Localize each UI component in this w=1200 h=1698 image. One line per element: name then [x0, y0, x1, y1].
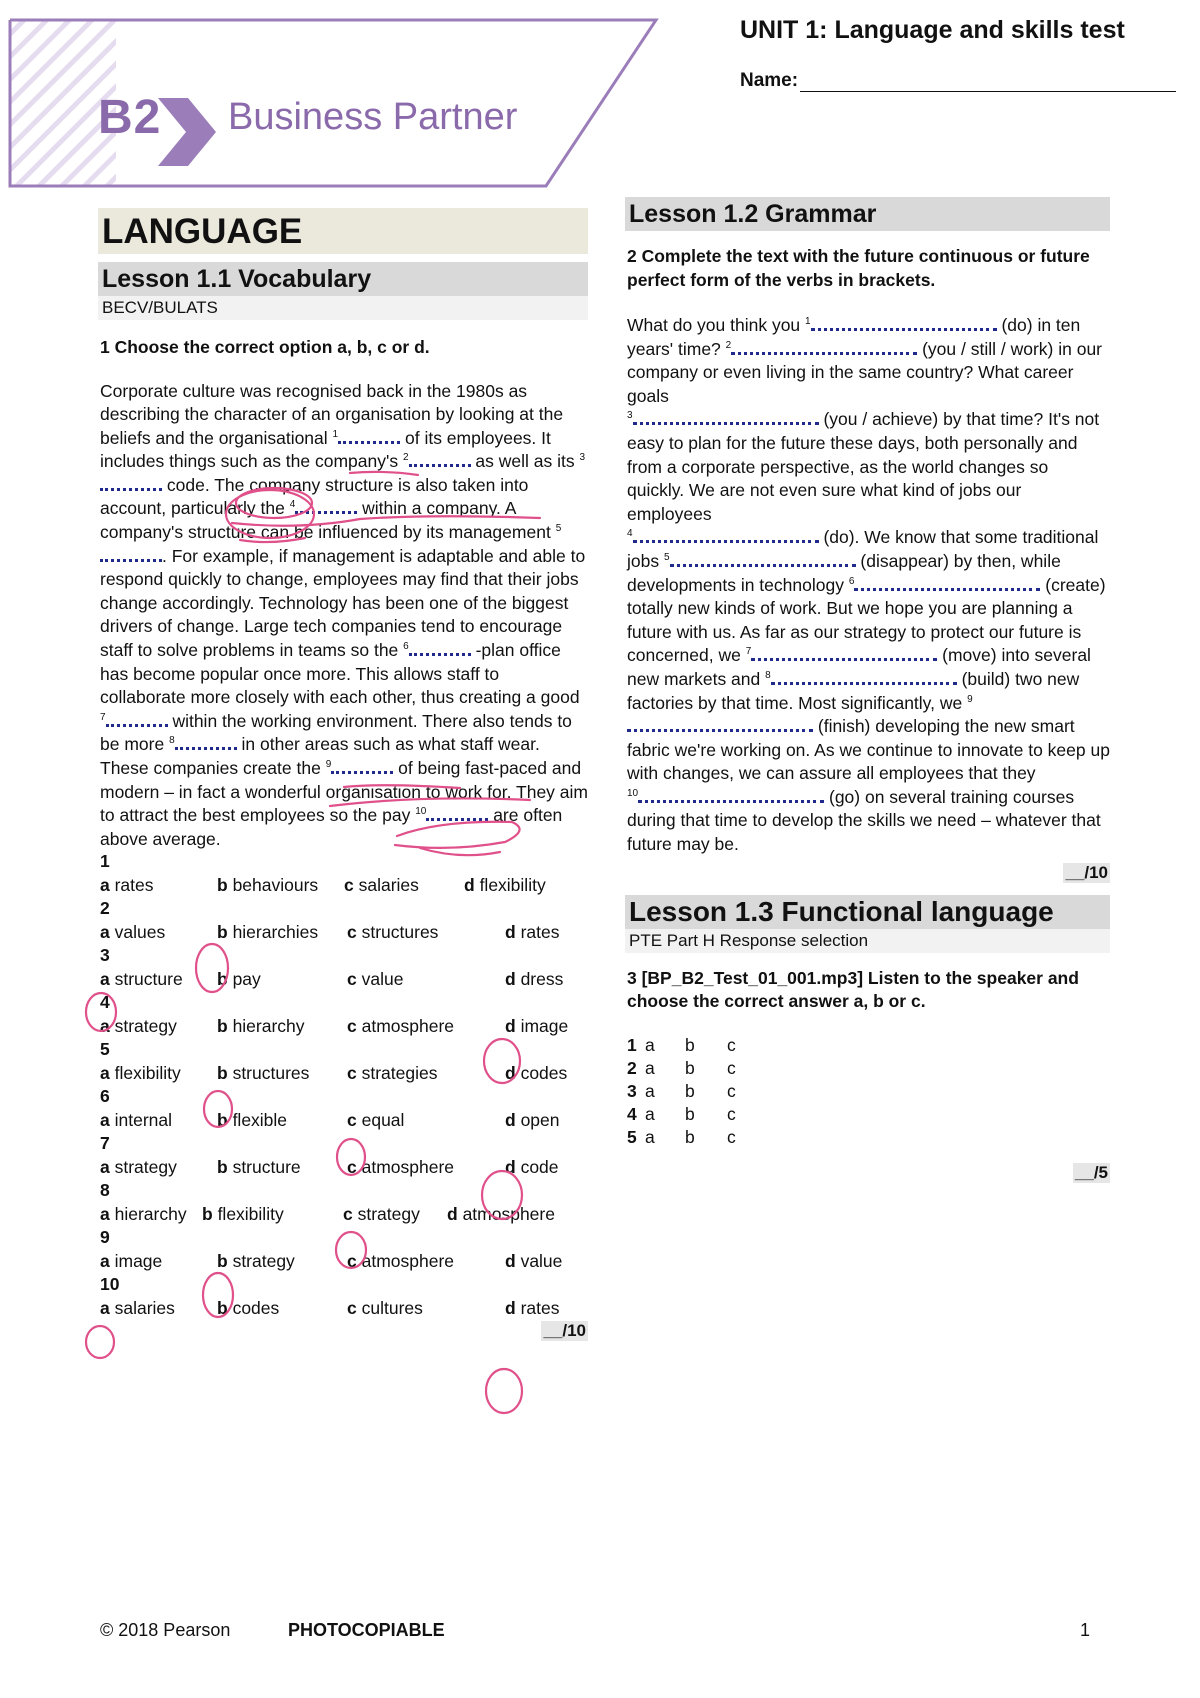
name-row — [740, 70, 1176, 92]
option-b[interactable] — [202, 1201, 284, 1227]
chevron-icon — [158, 98, 216, 166]
question-number: 8 — [100, 1180, 110, 1201]
option-text: hierarchy — [114, 1204, 187, 1225]
option-text: dress — [520, 969, 564, 990]
gap-6[interactable] — [409, 639, 471, 656]
vocabulary-options — [100, 851, 588, 1321]
answer-option-c[interactable]: c — [727, 1126, 736, 1147]
option-letter: d — [505, 1251, 521, 1272]
option-letter: c — [344, 875, 359, 896]
option-a[interactable] — [100, 1295, 175, 1321]
gap-8[interactable] — [175, 733, 237, 750]
question-options-row — [100, 1060, 588, 1086]
option-b[interactable] — [217, 1013, 305, 1039]
option-text: image — [114, 1251, 163, 1272]
grammar-gap-8[interactable] — [771, 668, 957, 685]
grammar-gap-9[interactable] — [627, 715, 813, 732]
option-b[interactable] — [217, 1295, 279, 1321]
option-letter: a — [100, 875, 115, 896]
answer-row — [627, 1103, 1110, 1126]
option-text: salaries — [114, 1298, 175, 1319]
footer-copyright: © 2018 Pearson — [100, 1620, 231, 1640]
option-a[interactable] — [100, 1013, 177, 1039]
gap-9[interactable] — [331, 757, 393, 774]
option-d[interactable] — [505, 1154, 559, 1180]
option-letter: a — [100, 1251, 115, 1272]
question-options-row — [100, 966, 588, 992]
option-letter: b — [217, 969, 233, 990]
option-letter: d — [505, 1157, 521, 1178]
grammar-gap-3[interactable] — [633, 408, 819, 425]
option-text: behaviours — [232, 875, 319, 896]
question-options-row — [100, 1013, 588, 1039]
question-options-row — [100, 872, 588, 898]
option-text: atmosphere — [462, 1204, 555, 1225]
question-options-row — [100, 1201, 588, 1227]
option-b[interactable] — [217, 1060, 309, 1086]
option-text: strategy — [114, 1157, 177, 1178]
option-letter: c — [347, 922, 362, 943]
option-d[interactable] — [505, 1248, 562, 1274]
option-letter: c — [347, 1298, 362, 1319]
grammar-passage: What do you think you $^1$ (do) in ten years' time? $^2$ (you / still / work) in our company or even living in the same country? What career goals $^3$ (you / achieve) by that time? It's not easy to plan for the future these days, both personally and from a corporate perspective, as the world changes so quickly. We are not even sure what kind of jobs our employees $^4$ (do). We know that some traditional jobs $^5$ (disappear) by then, while developments in technology $^6$ (create) totally new kinds of work. But we hope you are planning a future with us. As far as our strategy to protect our future is concerned, we $^7$ (move) into several new markets and $^8$ (build) two new factories by that time. Most significantly, we $^9$ (finish) developing the new smart fabric we're working on. As we continue to innovate to keep up with changes, we can assure all employees that they $^{10}$ (go) on several training courses during that time to develop the skills we need – whatever that future may be. — [627, 315, 1110, 855]
option-letter: b — [217, 1298, 233, 1319]
footer-photocopiable: PHOTOCOPIABLE — [288, 1620, 445, 1640]
option-b[interactable] — [217, 1248, 295, 1274]
option-b[interactable] — [217, 919, 318, 945]
option-letter: b — [202, 1204, 218, 1225]
option-text: codes — [232, 1298, 280, 1319]
option-b[interactable] — [217, 1107, 287, 1133]
option-text: image — [520, 1016, 569, 1037]
option-c[interactable] — [343, 1201, 420, 1227]
option-letter: c — [343, 1204, 358, 1225]
option-text: hierarchies — [232, 922, 319, 943]
option-text: values — [114, 922, 166, 943]
answer-circle-10d — [486, 1369, 522, 1413]
option-letter: b — [217, 875, 233, 896]
answer-option-a[interactable]: a — [645, 1126, 655, 1147]
option-a[interactable] — [100, 919, 165, 945]
option-text: rates — [520, 1298, 560, 1319]
gap-7[interactable] — [106, 710, 168, 727]
option-text: strategies — [361, 1063, 438, 1084]
grammar-gap-7[interactable] — [751, 644, 937, 661]
lesson-title-functional: Lesson 1.3 Functional language — [625, 895, 1110, 929]
option-a[interactable] — [100, 1107, 172, 1133]
option-c[interactable] — [347, 1154, 454, 1180]
option-c[interactable] — [347, 1295, 423, 1321]
option-b[interactable] — [217, 966, 261, 992]
option-b[interactable] — [217, 872, 318, 898]
grammar-gap-2[interactable] — [731, 338, 917, 355]
option-letter: c — [347, 1016, 362, 1037]
gap-3[interactable] — [100, 474, 162, 491]
option-letter: d — [464, 875, 480, 896]
option-letter: b — [217, 1110, 233, 1131]
exam-tag-pte: PTE Part H Response selection — [625, 929, 1110, 953]
option-letter: c — [347, 1251, 362, 1272]
option-text: strategy — [232, 1251, 295, 1272]
question-number: 7 — [100, 1133, 110, 1154]
option-text: hierarchy — [232, 1016, 305, 1037]
instruction-1: 1 Choose the correct option a, b, c or d. — [100, 337, 430, 357]
option-letter: a — [100, 1063, 115, 1084]
gap-5[interactable] — [100, 545, 162, 562]
option-text: structures — [232, 1063, 310, 1084]
logo-b2-text: B2 — [98, 91, 162, 144]
exam-tag: BECV/BULATS — [98, 296, 588, 320]
option-c[interactable] — [347, 1013, 454, 1039]
right-column — [625, 197, 1110, 1183]
answer-option-c[interactable]: c — [727, 1057, 736, 1078]
option-d[interactable] — [505, 919, 559, 945]
option-letter: a — [100, 1204, 115, 1225]
option-text: strategy — [357, 1204, 420, 1225]
option-letter: a — [100, 1016, 115, 1037]
option-c[interactable] — [347, 966, 403, 992]
option-letter: d — [505, 922, 521, 943]
answer-option-a[interactable]: a — [645, 1080, 655, 1101]
option-d[interactable] — [505, 966, 563, 992]
option-text: structures — [361, 922, 439, 943]
option-c[interactable] — [347, 1060, 437, 1086]
answer-number: 4 — [627, 1103, 637, 1124]
section-title-language: LANGUAGE — [98, 208, 588, 254]
question-number: 9 — [100, 1227, 110, 1248]
option-text: flexibility — [479, 875, 546, 896]
answer-option-b[interactable]: b — [685, 1057, 695, 1078]
gap-4[interactable] — [295, 497, 357, 514]
answer-row — [627, 1126, 1110, 1149]
option-d[interactable] — [447, 1201, 555, 1227]
answer-option-a[interactable]: a — [645, 1034, 655, 1055]
answer-option-b[interactable]: b — [685, 1126, 695, 1147]
answer-row — [627, 1080, 1110, 1103]
option-a[interactable] — [100, 1154, 177, 1180]
answer-grid — [627, 1034, 1110, 1149]
answer-option-c[interactable]: c — [727, 1034, 736, 1055]
option-letter: a — [100, 1298, 115, 1319]
option-text: flexible — [232, 1110, 288, 1131]
option-d[interactable] — [505, 1295, 559, 1321]
option-d[interactable] — [464, 872, 546, 898]
option-text: value — [361, 969, 404, 990]
option-letter: b — [217, 1016, 233, 1037]
grammar-gap-10[interactable] — [638, 786, 824, 803]
gap-10[interactable] — [426, 804, 488, 821]
option-text: internal — [114, 1110, 173, 1131]
option-text: atmosphere — [361, 1016, 455, 1037]
question-options-row — [100, 1295, 588, 1321]
grammar-gap-5[interactable] — [670, 550, 856, 567]
option-letter: c — [347, 1157, 362, 1178]
option-a[interactable] — [100, 1201, 187, 1227]
option-c[interactable] — [344, 872, 419, 898]
option-letter: d — [505, 1298, 521, 1319]
answer-number: 2 — [627, 1057, 637, 1078]
option-letter: d — [505, 969, 521, 990]
option-text: open — [520, 1110, 560, 1131]
option-letter: d — [505, 1016, 521, 1037]
answer-row — [627, 1057, 1110, 1080]
option-letter: c — [347, 1063, 362, 1084]
option-text: atmosphere — [361, 1157, 455, 1178]
option-letter: b — [217, 922, 233, 943]
answer-option-b[interactable]: b — [685, 1080, 695, 1101]
score-functional: __/5 — [1074, 1162, 1108, 1182]
option-text: code — [520, 1157, 559, 1178]
option-a[interactable] — [100, 966, 183, 992]
option-text: rates — [520, 922, 560, 943]
grammar-gap-4[interactable] — [633, 526, 819, 543]
score-grammar: __/10 — [1065, 862, 1108, 882]
answer-number: 5 — [627, 1126, 637, 1147]
answer-option-b[interactable]: b — [685, 1103, 695, 1124]
option-letter: d — [505, 1110, 521, 1131]
option-text: structure — [114, 969, 183, 990]
option-letter: b — [217, 1251, 233, 1272]
name-label: Name: — [740, 70, 799, 91]
question-number: 1 — [100, 851, 110, 872]
option-letter: b — [217, 1157, 233, 1178]
answer-option-c[interactable]: c — [727, 1103, 736, 1124]
answer-option-a[interactable]: a — [645, 1103, 655, 1124]
option-text: value — [520, 1251, 563, 1272]
option-letter: a — [100, 1157, 115, 1178]
option-a[interactable] — [100, 1248, 162, 1274]
question-number: 3 — [100, 945, 110, 966]
language-column — [98, 208, 588, 1341]
footer-page-number: 1 — [1080, 1620, 1091, 1640]
score-vocabulary: __/10 — [543, 1321, 586, 1341]
option-text: flexibility — [217, 1204, 284, 1225]
option-d[interactable] — [505, 1013, 568, 1039]
option-text: codes — [520, 1063, 568, 1084]
option-letter: d — [447, 1204, 463, 1225]
option-letter: d — [505, 1063, 521, 1084]
unit-title: UNIT 1: Language and skills test — [740, 16, 1125, 44]
option-text: atmosphere — [361, 1251, 455, 1272]
option-text: pay — [232, 969, 261, 990]
option-letter: c — [347, 1110, 362, 1131]
grammar-gap-1[interactable] — [811, 314, 997, 331]
logo-brand-text: Business Partner — [228, 96, 518, 138]
option-a[interactable] — [100, 1060, 181, 1086]
option-a[interactable] — [100, 872, 154, 898]
question-number: 6 — [100, 1086, 110, 1107]
option-letter: a — [100, 922, 115, 943]
gap-1[interactable] — [338, 427, 400, 444]
option-text: flexibility — [114, 1063, 181, 1084]
vocabulary-passage: Corporate culture was recognised back in the 1980s as describing the character of an organisation by looking at the beliefs and the organisational $^1$ of its employees. It includes things such as the company's $^2$ as well as its $^3$ code. The company structure is also taken into account, particularly the $^4$ within a company. A company's structure can be influenced by its management $^5$. For example, if management is adaptable and able to respond quickly to change, employees may find that their jobs change accordingly. Technology has been one of the biggest drivers of change. Large tech companies tend to encourage staff to solve problems in teams so the $^6$ -plan office has become popular once more. This allows staff to collaborate more closely with each other, thus creating a good $^7$ within the working environment. There also tends to be more $^8$ in other areas such as what staff wear. These companies create the $^9$ of being fast-paced and modern – in fact a wonderful organisation to work for. They aim to attract the best employees so the pay $^{10}$ are often above average. — [100, 380, 588, 849]
option-text: salaries — [358, 875, 419, 896]
answer-number: 1 — [627, 1034, 637, 1055]
answer-option-b[interactable]: b — [685, 1034, 695, 1055]
option-letter: b — [217, 1063, 233, 1084]
option-text: equal — [361, 1110, 405, 1131]
option-text: rates — [114, 875, 154, 896]
question-number: 5 — [100, 1039, 110, 1060]
instruction-3: 3 [BP_B2_Test_01_001.mp3] Listen to the speaker and choose the correct answer a, b or c. — [627, 967, 1079, 1012]
question-number: 2 — [100, 898, 110, 919]
question-options-row — [100, 1107, 588, 1133]
option-d[interactable] — [505, 1107, 560, 1133]
question-options-row — [100, 1248, 588, 1274]
grammar-gap-6[interactable] — [854, 574, 1040, 591]
name-field[interactable] — [800, 71, 1176, 92]
option-text: structure — [232, 1157, 301, 1178]
question-options-row — [100, 919, 588, 945]
question-options-row — [100, 1154, 588, 1180]
question-number: 4 — [100, 992, 110, 1013]
option-c[interactable] — [347, 1248, 454, 1274]
option-text: strategy — [114, 1016, 177, 1037]
option-text: cultures — [361, 1298, 423, 1319]
question-number: 10 — [100, 1274, 120, 1295]
answer-option-a[interactable]: a — [645, 1057, 655, 1078]
option-b[interactable] — [217, 1154, 301, 1180]
gap-2[interactable] — [409, 450, 471, 467]
option-letter: a — [100, 969, 115, 990]
lesson-title-grammar: Lesson 1.2 Grammar — [625, 197, 1110, 231]
option-letter: a — [100, 1110, 115, 1131]
instruction-2: 2 Complete the text with the future continuous or future perfect form of the verbs in brackets. — [627, 246, 1090, 290]
answer-number: 3 — [627, 1080, 637, 1101]
option-letter: c — [347, 969, 362, 990]
option-c[interactable] — [347, 919, 438, 945]
option-c[interactable] — [347, 1107, 404, 1133]
lesson-title-vocabulary: Lesson 1.1 Vocabulary — [98, 262, 588, 296]
option-d[interactable] — [505, 1060, 567, 1086]
answer-option-c[interactable]: c — [727, 1080, 736, 1101]
answer-row — [627, 1034, 1110, 1057]
